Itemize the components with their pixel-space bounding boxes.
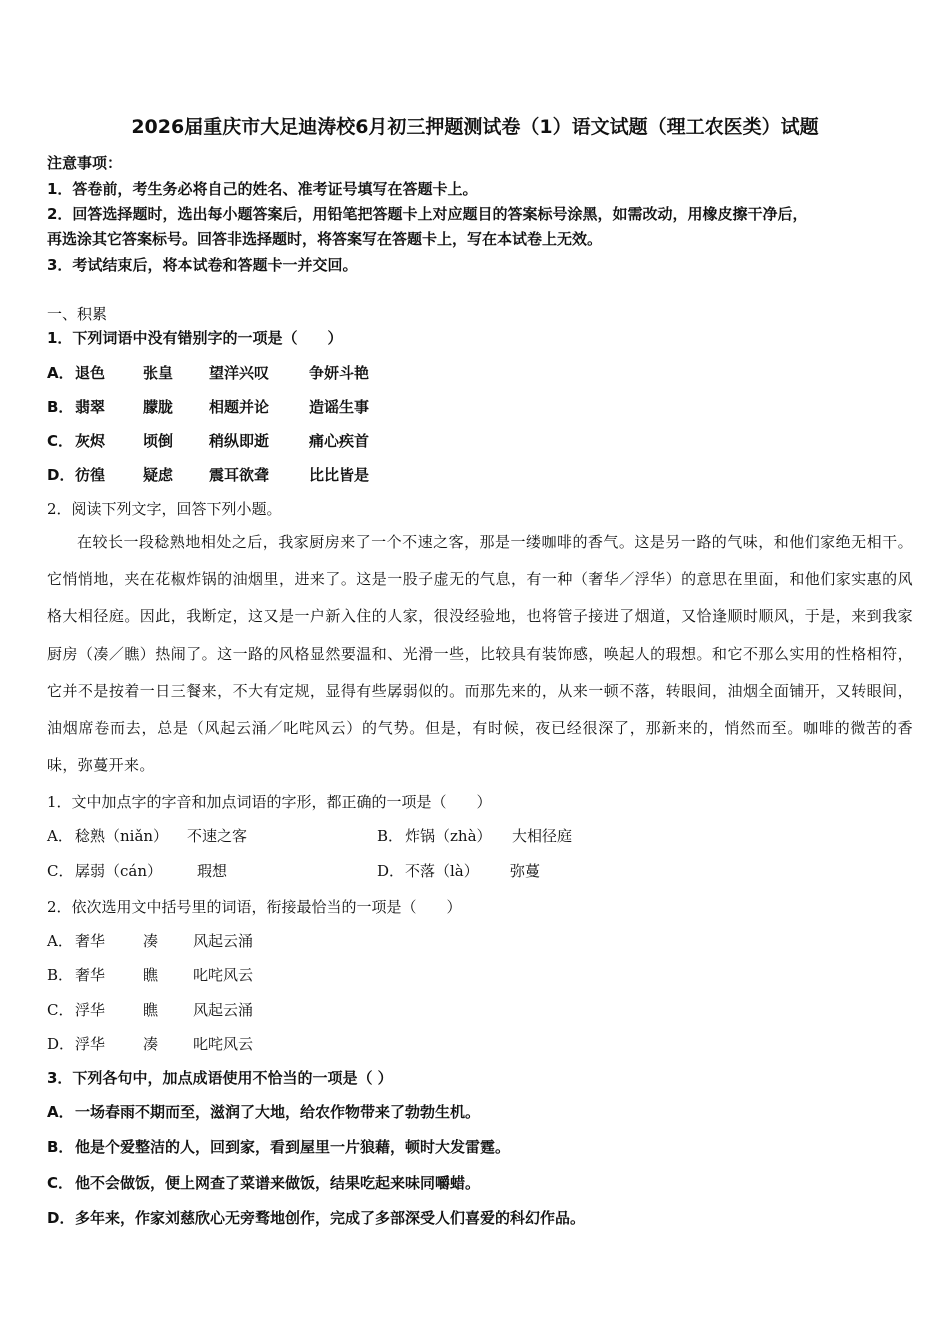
q2-sub1-option-c[interactable] — [47, 860, 227, 881]
q2-sub2-option-b[interactable] — [47, 964, 253, 985]
section-heading: 一、积累 — [47, 305, 108, 323]
option-word: 相题并论 — [209, 398, 270, 416]
option-word: 顷倒 — [143, 432, 174, 450]
option-word: 彷徨 — [75, 466, 106, 484]
option-word: 奢华 — [75, 966, 106, 984]
notice-item: 再选涂其它答案标号。回答非选择题时，将答案写在答题卡上，写在本试卷上无效。 — [47, 230, 603, 248]
q2-sub1-option-b[interactable] — [377, 825, 572, 846]
option-label: D． — [377, 862, 405, 880]
page-title: 2026届重庆市大足迪涛校6月初三押题测试卷（1）语文试题（理工农医类）试题 — [131, 116, 819, 138]
option-word: 瞧 — [143, 966, 159, 984]
option-label: B． — [47, 398, 74, 416]
option-word: 大相径庭 — [512, 827, 573, 845]
q1-option-a[interactable] — [47, 362, 369, 383]
q3-option-b[interactable] — [47, 1136, 510, 1157]
option-label: D． — [47, 1035, 75, 1053]
q2-stem: 2．阅读下列文字，回答下列小题。 — [47, 500, 282, 518]
q1-option-b[interactable] — [47, 396, 369, 417]
option-label: C． — [47, 862, 74, 880]
option-word: 疑虑 — [143, 466, 174, 484]
option-label: A． — [47, 932, 73, 950]
option-label: C． — [47, 432, 74, 450]
option-word: 不速之客 — [187, 827, 248, 845]
option-label: D． — [47, 1209, 75, 1227]
notice-item: 3．考试结束后，将本试卷和答题卡一并交回。 — [47, 256, 358, 274]
q2-sub1-option-a[interactable] — [47, 825, 247, 846]
option-word: 弥蔓 — [510, 862, 541, 880]
option-word: 奢华 — [75, 932, 106, 950]
option-label: A． — [47, 827, 73, 845]
option-label: C． — [47, 1001, 74, 1019]
option-label: A． — [47, 1103, 74, 1121]
q1-option-d[interactable] — [47, 464, 369, 485]
q2-sub2-stem: 2．依次选用文中括号里的词语，衔接最恰当的一项是（ ） — [47, 898, 462, 916]
option-label: B． — [47, 1138, 74, 1156]
option-word: 凑 — [143, 932, 159, 950]
option-label: A． — [47, 364, 74, 382]
option-word: 叱咤风云 — [193, 966, 254, 984]
option-word: 翡翠 — [75, 398, 106, 416]
option-word: 瞧 — [143, 1001, 159, 1019]
q2-sub1-stem: 1．文中加点字的字音和加点词语的字形，都正确的一项是（ ） — [47, 793, 492, 811]
q3-option-c[interactable] — [47, 1172, 480, 1193]
option-text: 他不会做饭，便上网查了菜谱来做饭，结果吃起来味同嚼蜡。 — [75, 1174, 481, 1192]
notice-item: 2．回答选择题时，选出每小题答案后，用铅笔把答题卡上对应题目的答案标号涂黑，如需改动，用橡皮擦干净后， — [47, 205, 808, 223]
option-word: 稍纵即逝 — [209, 432, 270, 450]
q1-option-c[interactable] — [47, 430, 369, 451]
option-word: 震耳欲聋 — [209, 466, 270, 484]
option-word: 浮华 — [75, 1001, 106, 1019]
option-word: 瑕想 — [197, 862, 228, 880]
option-word: 张皇 — [143, 364, 174, 382]
option-word: 退色 — [75, 364, 106, 382]
option-word: 灰烬 — [75, 432, 106, 450]
q2-sub2-option-d[interactable] — [47, 1033, 253, 1054]
q1-stem: 1．下列词语中没有错别字的一项是（ ） — [47, 329, 343, 347]
option-word: 朦胧 — [143, 398, 174, 416]
option-label: B． — [47, 966, 74, 984]
notice-heading: 注意事项： — [47, 154, 123, 172]
option-word: 风起云涌 — [193, 1001, 254, 1019]
option-text: 一场春雨不期而至，滋润了大地，给农作物带来了勃勃生机。 — [75, 1103, 481, 1121]
option-word: 不落（là） — [405, 862, 479, 880]
option-label: C． — [47, 1174, 74, 1192]
notice-item: 1．答卷前，考生务必将自己的姓名、准考证号填写在答题卡上。 — [47, 180, 478, 198]
option-label: B． — [377, 827, 404, 845]
option-word: 望洋兴叹 — [209, 364, 270, 382]
option-word: 稔熟（niǎn） — [75, 827, 169, 845]
q3-stem: 3．下列各句中，加点成语使用不恰当的一项是（ ） — [47, 1069, 393, 1087]
option-word: 风起云涌 — [193, 932, 254, 950]
q2-sub2-option-a[interactable] — [47, 930, 253, 951]
q3-option-d[interactable] — [47, 1207, 585, 1228]
q2-sub1-option-d[interactable] — [377, 860, 540, 881]
option-word: 造谣生事 — [309, 398, 370, 416]
option-word: 争妍斗艳 — [309, 364, 370, 382]
option-word: 凑 — [143, 1035, 159, 1053]
reading-passage: 在较长一段稔熟地相处之后，我家厨房来了一个不速之客，那是一缕咖啡的香气。这是另一路的气味，和他们家绝无相干。它悄悄地，夹在花椒炸锅的油烟里，进来了。这是一股子虚无的气息，有一种（奢华／浮华）的意思在里面，和他们家实惠的风格大相径庭。因此，我断定，这又是一户新入住的人家，很没经验地，也将管子接进了烟道，又恰逢顺时顺风，于是，来到我家厨房（凑／瞧）热闹了。这一路的风格显然要温和、光滑一些，比较具有装饰感，唤起人的瑕想。和它不那么实用的性格相符，它并不是按着一日三餐来，不大有定规，显得有些孱弱似的。而那先来的，从来一顿不落，转眼间，油烟全面铺开，又转眼间，油烟席卷而去，总是（风起云涌／叱咤风云）的气势。但是，有时候，夜已经很深了，那新来的，悄然而至。咖啡的微苦的香味，弥蔓开来。 — [47, 533, 913, 775]
option-word: 比比皆是 — [309, 466, 370, 484]
option-word: 痛心疾首 — [309, 432, 370, 450]
option-word: 叱咤风云 — [193, 1035, 254, 1053]
q2-sub2-option-c[interactable] — [47, 999, 253, 1020]
option-label: D． — [47, 466, 75, 484]
option-text: 他是个爱整洁的人，回到家，看到屋里一片狼藉，顿时大发雷霆。 — [75, 1138, 511, 1156]
option-word: 炸锅（zhà） — [405, 827, 492, 845]
q3-option-a[interactable] — [47, 1101, 480, 1122]
option-text: 多年来，作家刘慈欣心无旁骛地创作，完成了多部深受人们喜爱的科幻作品。 — [75, 1209, 586, 1227]
option-word: 孱弱（cán） — [75, 862, 163, 880]
option-word: 浮华 — [75, 1035, 106, 1053]
